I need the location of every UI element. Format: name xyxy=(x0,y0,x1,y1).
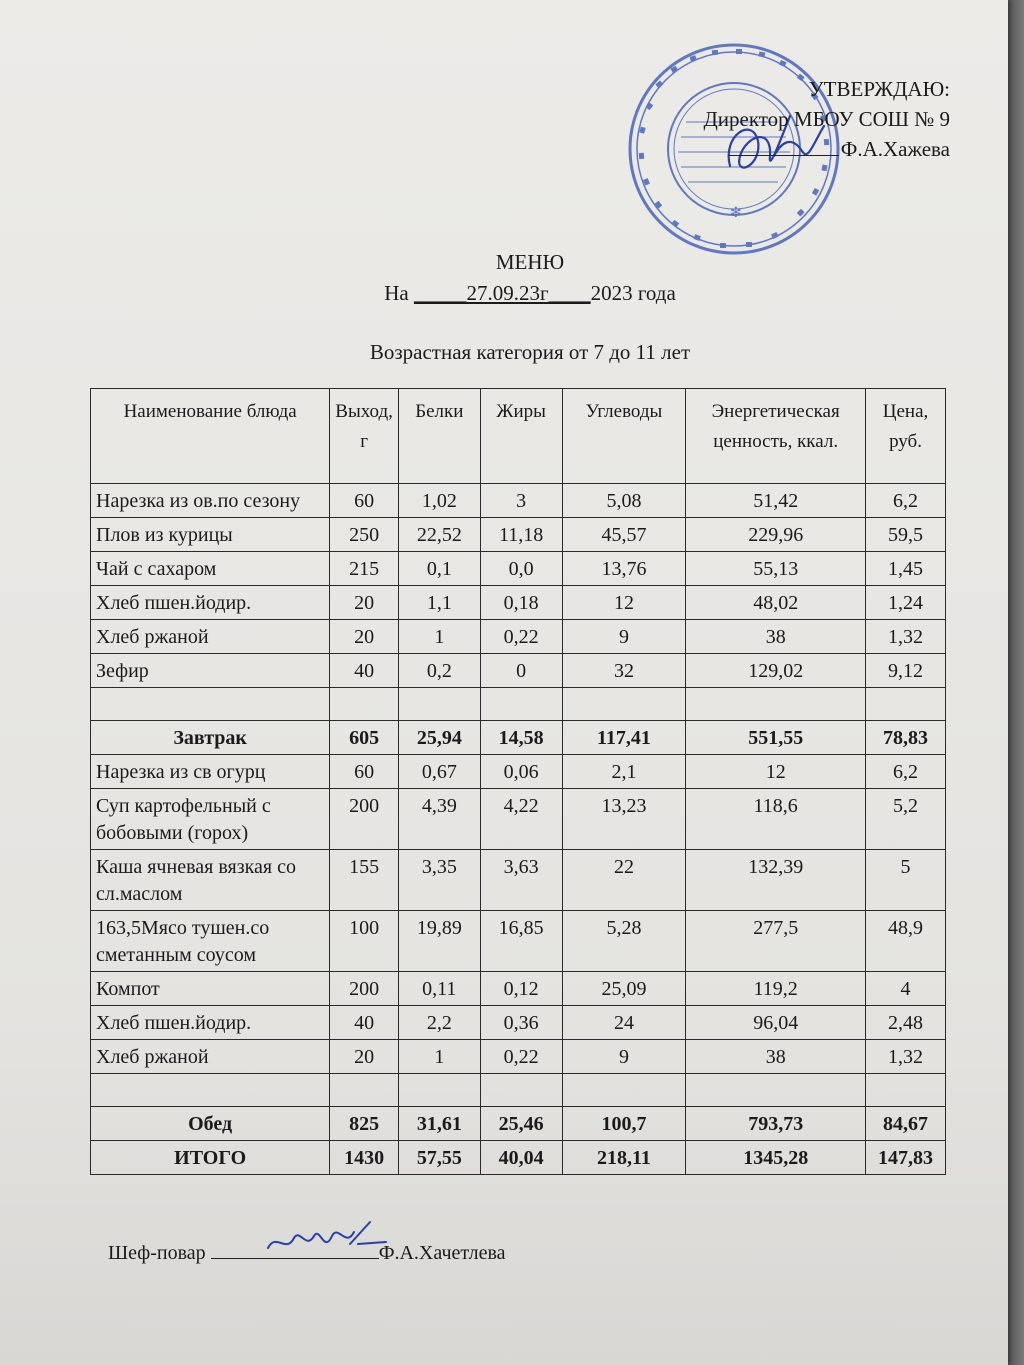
cell-protein: 2,2 xyxy=(398,1006,480,1040)
cell-energy: 48,02 xyxy=(686,586,866,620)
table-row xyxy=(91,755,946,789)
cell-energy: 51,42 xyxy=(686,484,866,518)
cell-fat: 11,18 xyxy=(480,518,562,552)
table-row xyxy=(91,789,946,850)
empty-cell xyxy=(866,1074,946,1107)
table-header-row xyxy=(91,389,946,484)
cell-fat: 0,36 xyxy=(480,1006,562,1040)
header-protein: Белки xyxy=(398,389,480,484)
svg-text:✻: ✻ xyxy=(730,205,742,221)
cell-energy: 96,04 xyxy=(686,1006,866,1040)
cell-energy: 55,13 xyxy=(686,552,866,586)
cell-protein: 1,02 xyxy=(398,484,480,518)
cell-price: 59,5 xyxy=(866,518,946,552)
empty-cell xyxy=(91,1074,330,1107)
cell-carb: 45,57 xyxy=(562,518,686,552)
header-dish-name: Наименование блюда xyxy=(91,389,330,484)
cell-fat: 16,85 xyxy=(480,911,562,972)
cell-yield: 215 xyxy=(330,552,399,586)
cell-yield: 40 xyxy=(330,654,399,688)
empty-cell xyxy=(398,688,480,721)
cell-carb: 117,41 xyxy=(562,721,686,755)
cell-name: Каша ячневая вязкая со сл.маслом xyxy=(91,850,330,911)
header-price: Цена, руб. xyxy=(866,389,946,484)
cell-carb: 9 xyxy=(562,620,686,654)
cell-fat: 4,22 xyxy=(480,789,562,850)
empty-cell xyxy=(330,1074,399,1107)
cell-energy: 38 xyxy=(686,620,866,654)
cell-name: ИТОГО xyxy=(91,1141,330,1175)
menu-date-line xyxy=(0,281,1024,306)
cell-name: Хлеб пшен.йодир. xyxy=(91,586,330,620)
cell-protein: 1 xyxy=(398,1040,480,1074)
empty-cell xyxy=(480,1074,562,1107)
date-value: _____27.09.23г____ xyxy=(413,281,591,305)
cell-name: Компот xyxy=(91,972,330,1006)
cell-name: Суп картофельный с бобовыми (горох) xyxy=(91,789,330,850)
empty-row xyxy=(91,1074,946,1107)
cell-energy: 1345,28 xyxy=(686,1141,866,1175)
cell-name: Хлеб ржаной xyxy=(91,1040,330,1074)
cell-fat: 3 xyxy=(480,484,562,518)
cell-fat: 0,0 xyxy=(480,552,562,586)
empty-row xyxy=(91,688,946,721)
cell-price: 5,2 xyxy=(866,789,946,850)
table-row xyxy=(91,586,946,620)
cell-protein: 31,61 xyxy=(398,1107,480,1141)
cell-energy: 277,5 xyxy=(686,911,866,972)
cell-yield: 100 xyxy=(330,911,399,972)
cell-protein: 25,94 xyxy=(398,721,480,755)
empty-cell xyxy=(330,688,399,721)
chef-signature xyxy=(262,1214,392,1264)
age-category: Возрастная категория от 7 до 11 лет xyxy=(369,340,691,364)
cell-carb: 100,7 xyxy=(562,1107,686,1141)
table-row xyxy=(91,620,946,654)
cell-energy: 129,02 xyxy=(686,654,866,688)
table-row xyxy=(91,1006,946,1040)
cell-price: 5 xyxy=(866,850,946,911)
cell-name: Нарезка из св огурц xyxy=(91,755,330,789)
cell-name: Завтрак xyxy=(91,721,330,755)
cell-energy: 132,39 xyxy=(686,850,866,911)
cell-yield: 40 xyxy=(330,1006,399,1040)
cell-name: Обед xyxy=(91,1107,330,1141)
cell-carb: 24 xyxy=(562,1006,686,1040)
cell-yield: 20 xyxy=(330,620,399,654)
empty-cell xyxy=(866,688,946,721)
cell-energy: 551,55 xyxy=(686,721,866,755)
cell-fat: 14,58 xyxy=(480,721,562,755)
table-row xyxy=(91,552,946,586)
empty-cell xyxy=(686,1074,866,1107)
menu-table xyxy=(90,388,946,1175)
cell-carb: 9 xyxy=(562,1040,686,1074)
cell-protein: 57,55 xyxy=(398,1141,480,1175)
chef-name: Ф.А.Хачетлева xyxy=(378,1242,506,1264)
cell-price: 48,9 xyxy=(866,911,946,972)
empty-cell xyxy=(398,1074,480,1107)
cell-fat: 0,22 xyxy=(480,620,562,654)
cell-price: 4 xyxy=(866,972,946,1006)
cell-carb: 13,23 xyxy=(562,789,686,850)
date-prefix: На xyxy=(384,281,409,305)
cell-yield: 250 xyxy=(330,518,399,552)
cell-yield: 155 xyxy=(330,850,399,911)
cell-yield: 200 xyxy=(330,972,399,1006)
cell-protein: 0,2 xyxy=(398,654,480,688)
table-row xyxy=(91,654,946,688)
cell-name: Хлеб ржаной xyxy=(91,620,330,654)
empty-cell xyxy=(480,688,562,721)
empty-cell xyxy=(562,1074,686,1107)
cell-price: 147,83 xyxy=(866,1141,946,1175)
cell-price: 78,83 xyxy=(866,721,946,755)
table-row xyxy=(91,518,946,552)
cell-fat: 0,12 xyxy=(480,972,562,1006)
cell-carb: 25,09 xyxy=(562,972,686,1006)
cell-name: Нарезка из ов.по сезону xyxy=(91,484,330,518)
cell-fat: 3,63 xyxy=(480,850,562,911)
cell-fat: 0,06 xyxy=(480,755,562,789)
cell-price: 2,48 xyxy=(866,1006,946,1040)
cell-fat: 40,04 xyxy=(480,1141,562,1175)
total-row xyxy=(91,1107,946,1141)
cell-fat: 25,46 xyxy=(480,1107,562,1141)
cell-price: 6,2 xyxy=(866,484,946,518)
cell-energy: 118,6 xyxy=(686,789,866,850)
total-row xyxy=(91,721,946,755)
empty-cell xyxy=(91,688,330,721)
cell-protein: 1,1 xyxy=(398,586,480,620)
header-yield: Выход, г xyxy=(330,389,399,484)
cell-carb: 12 xyxy=(562,586,686,620)
cell-protein: 3,35 xyxy=(398,850,480,911)
approval-heading: УТВЕРЖДАЮ: xyxy=(808,77,950,101)
cell-carb: 2,1 xyxy=(562,755,686,789)
cell-energy: 793,73 xyxy=(686,1107,866,1141)
cell-fat: 0,22 xyxy=(480,1040,562,1074)
cell-protein: 0,67 xyxy=(398,755,480,789)
cell-yield: 825 xyxy=(330,1107,399,1141)
cell-price: 6,2 xyxy=(866,755,946,789)
cell-yield: 60 xyxy=(330,755,399,789)
cell-energy: 12 xyxy=(686,755,866,789)
header-carbs: Углеводы xyxy=(562,389,686,484)
cell-protein: 0,1 xyxy=(398,552,480,586)
cell-protein: 22,52 xyxy=(398,518,480,552)
cell-price: 1,24 xyxy=(866,586,946,620)
signature-blank xyxy=(729,137,839,156)
cell-protein: 1 xyxy=(398,620,480,654)
table-row xyxy=(91,484,946,518)
approval-block xyxy=(703,74,950,164)
table-row xyxy=(91,911,946,972)
cell-name: 163,5Мясо тушен.со сметанным соусом xyxy=(91,911,330,972)
cell-carb: 22 xyxy=(562,850,686,911)
cell-carb: 5,08 xyxy=(562,484,686,518)
cell-price: 1,32 xyxy=(866,1040,946,1074)
table-body xyxy=(91,484,946,1175)
cell-fat: 0,18 xyxy=(480,586,562,620)
cell-carb: 218,11 xyxy=(562,1141,686,1175)
header-energy: Энергетическая ценность, ккал. xyxy=(686,389,866,484)
approval-name-line xyxy=(703,134,950,164)
cell-yield: 60 xyxy=(330,484,399,518)
cell-energy: 229,96 xyxy=(686,518,866,552)
cell-yield: 200 xyxy=(330,789,399,850)
approval-position: Директор МБОУ СОШ № 9 xyxy=(703,107,950,131)
empty-cell xyxy=(686,688,866,721)
cell-yield: 20 xyxy=(330,586,399,620)
cell-name: Хлеб пшен.йодир. xyxy=(91,1006,330,1040)
date-suffix: 2023 года xyxy=(590,281,676,305)
cell-protein: 0,11 xyxy=(398,972,480,1006)
cell-protein: 19,89 xyxy=(398,911,480,972)
total-row xyxy=(91,1141,946,1175)
cell-carb: 13,76 xyxy=(562,552,686,586)
cell-name: Плов из курицы xyxy=(91,518,330,552)
cell-yield: 605 xyxy=(330,721,399,755)
cell-yield: 20 xyxy=(330,1040,399,1074)
table-row xyxy=(91,1040,946,1074)
cell-price: 84,67 xyxy=(866,1107,946,1141)
chef-label: Шеф-повар xyxy=(108,1242,206,1264)
empty-cell xyxy=(562,688,686,721)
cell-energy: 38 xyxy=(686,1040,866,1074)
cell-yield: 1430 xyxy=(330,1141,399,1175)
table-row xyxy=(91,850,946,911)
menu-title: МЕНЮ xyxy=(495,250,565,274)
cell-price: 1,45 xyxy=(866,552,946,586)
cell-fat: 0 xyxy=(480,654,562,688)
header-fat: Жиры xyxy=(480,389,562,484)
cell-energy: 119,2 xyxy=(686,972,866,1006)
cell-name: Зефир xyxy=(91,654,330,688)
cell-price: 9,12 xyxy=(866,654,946,688)
cell-price: 1,32 xyxy=(866,620,946,654)
cell-name: Чай с сахаром xyxy=(91,552,330,586)
table-row xyxy=(91,972,946,1006)
cell-protein: 4,39 xyxy=(398,789,480,850)
cell-carb: 5,28 xyxy=(562,911,686,972)
cell-carb: 32 xyxy=(562,654,686,688)
director-name: Ф.А.Хажева xyxy=(840,137,950,161)
